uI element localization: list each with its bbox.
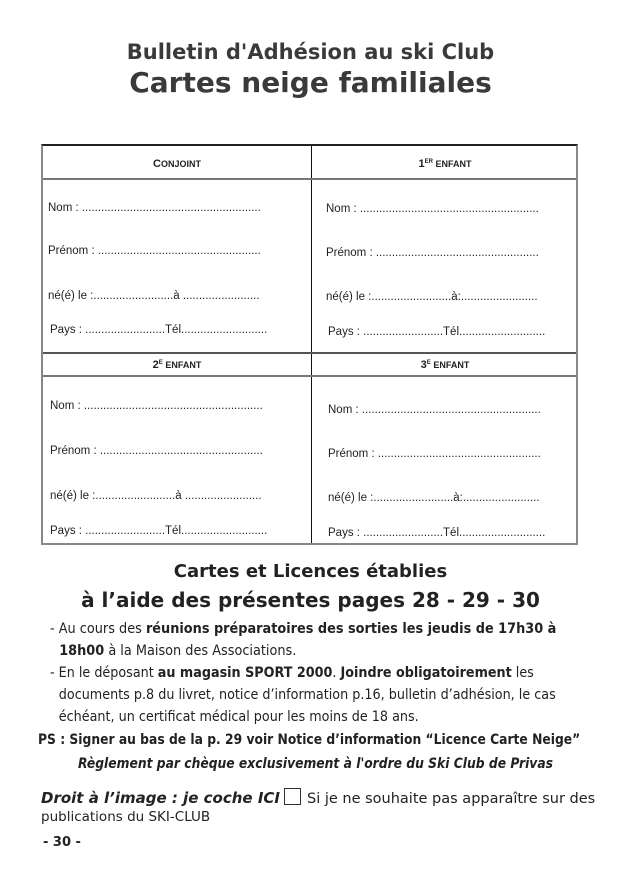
- header-number: 2: [152, 359, 159, 371]
- bullet-1-time: 18h00: [59, 643, 105, 659]
- bullet-1-bold: réunions préparatoires des sorties les jeudis de 17h30 à: [145, 621, 557, 637]
- conjoint-birth-field[interactable]: né(é) le :.........................à ........................: [48, 290, 260, 302]
- page-number: - 30 -: [43, 835, 81, 850]
- child2-prenom-field[interactable]: Prénom : ...................................................: [50, 445, 263, 457]
- membership-form-table: [41, 144, 578, 545]
- info-heading-line-1: Cartes et Licences établies: [173, 561, 448, 582]
- section-header-child-2: [43, 359, 311, 371]
- title-line-2: Cartes neige familiales: [129, 66, 492, 99]
- child1-pays-tel-field[interactable]: Pays : .........................Tél...........................: [328, 326, 546, 338]
- info-bullet-1: [50, 618, 557, 662]
- header-text: ENFANT: [432, 159, 472, 169]
- image-rights-text-2: publications du SKI-CLUB: [41, 809, 211, 825]
- child3-prenom-field[interactable]: Prénom : ...................................................: [328, 448, 541, 460]
- conjoint-pays-tel-field[interactable]: Pays : .........................Tél...........................: [50, 324, 268, 336]
- header-text: ENFANT: [430, 360, 470, 370]
- bullet-2-mid: .: [332, 665, 341, 681]
- section-header-child-1: [312, 158, 578, 170]
- child1-birth-field[interactable]: né(é) le :.........................à:........................: [326, 291, 538, 303]
- header-text: ENFANT: [162, 360, 202, 370]
- info-heading-line-2: à l’aide des présentes pages 28 - 29 - 30: [81, 588, 540, 612]
- payment-note: Règlement par chèque exclusivement à l'ordre du Ski Club de Privas: [78, 756, 553, 772]
- row-divider: [43, 352, 576, 354]
- section-header-child-3: [312, 359, 578, 371]
- image-rights-checkbox[interactable]: [284, 788, 301, 805]
- section-header-conjoint: [43, 158, 311, 170]
- bullet-2-store: au magasin SPORT 2000: [157, 665, 333, 681]
- title-line-1: Bulletin d'Adhésion au ski Club: [126, 40, 495, 64]
- column-divider: [311, 146, 312, 543]
- header-superscript: E: [158, 360, 163, 366]
- header-superscript: E: [426, 360, 431, 366]
- bullet-2-line-2: documents p.8 du livret, notice d’information p.16, bulletin d’adhésion, le cas: [58, 687, 556, 703]
- image-rights-row: [41, 788, 595, 807]
- bullet-2-prefix: - En le déposant: [50, 665, 158, 681]
- conjoint-prenom-field[interactable]: Prénom : ...................................................: [48, 245, 261, 257]
- header-number: 1: [418, 158, 425, 170]
- header-superscript: ER: [424, 159, 433, 165]
- header-text: ONJOINT: [160, 159, 201, 169]
- conjoint-nom-field[interactable]: Nom : ........................................................: [48, 202, 261, 214]
- bullet-2-required: Joindre obligatoirement: [340, 665, 512, 681]
- header-initial: C: [153, 158, 161, 170]
- child3-nom-field[interactable]: Nom : ........................................................: [328, 404, 541, 416]
- bullet-1-suffix: à la Maison des Associations.: [104, 643, 297, 659]
- child2-nom-field[interactable]: Nom : ........................................................: [50, 400, 263, 412]
- image-rights-text: Si je ne souhaite pas apparaître sur des: [307, 791, 596, 807]
- child2-birth-field[interactable]: né(é) le :.........................à ........................: [50, 490, 262, 502]
- bullet-2-suffix: les: [511, 665, 534, 681]
- bullet-2-line-3: échéant, un certificat médical pour les moins de 18 ans.: [58, 709, 419, 725]
- bullet-1-prefix: - Au cours des: [50, 621, 146, 637]
- ps-note: PS : Signer au bas de la p. 29 voir Notice d’information “Licence Carte Neige”: [38, 732, 581, 748]
- child1-prenom-field[interactable]: Prénom : ...................................................: [326, 247, 539, 259]
- row-divider: [43, 375, 576, 377]
- info-bullet-2: [50, 662, 578, 728]
- header-number: 3: [420, 359, 427, 371]
- child3-pays-tel-field[interactable]: Pays : .........................Tél...........................: [328, 527, 546, 539]
- child2-pays-tel-field[interactable]: Pays : .........................Tél...........................: [50, 525, 268, 537]
- image-rights-label: Droit à l’image : je coche ICI: [41, 789, 280, 807]
- child3-birth-field[interactable]: né(é) le :.........................à:........................: [328, 492, 540, 504]
- child1-nom-field[interactable]: Nom : ........................................................: [326, 203, 539, 215]
- row-divider: [43, 178, 576, 180]
